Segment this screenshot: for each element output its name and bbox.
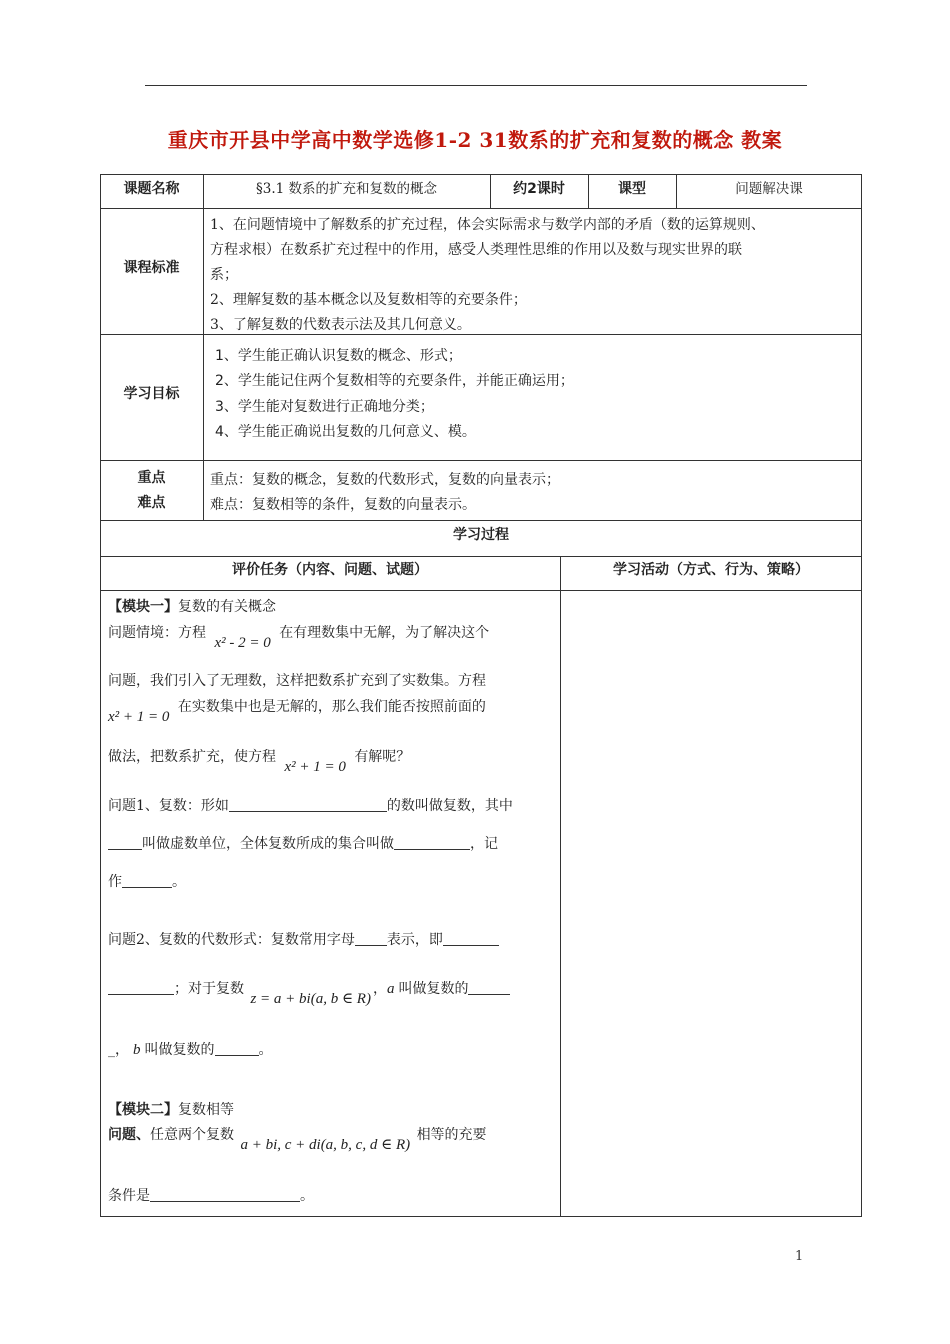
standards-line-3: 系； — [210, 267, 238, 283]
module1-intro-line2: 问题，我们引入了无理数，这样把数系扩充到了实数集。方程 — [108, 673, 486, 689]
blank-equality-condition[interactable] — [150, 1187, 300, 1202]
blank-imaginary-part[interactable] — [215, 1041, 259, 1056]
standards-line-5: 3、了解复数的代数表示法及其几何意义。 — [210, 317, 471, 333]
module2-question-line2: 条件是 。 — [108, 1188, 314, 1204]
document-title: 重庆市开县中学高中数学选修1-2 31数系的扩充和复数的概念 教案 — [167, 128, 783, 152]
label-goals: 学习目标 — [123, 386, 180, 402]
blank-form-1[interactable] — [443, 931, 499, 946]
blank-letter[interactable] — [355, 931, 387, 946]
question1-line3: 作 。 — [108, 874, 186, 890]
equation-2: x² + 1 = 0 — [108, 709, 170, 725]
page-number: 1 — [795, 1249, 804, 1264]
label-topic: 课题名称 — [123, 181, 180, 197]
question1-line2: 叫做虚数单位，全体复数所成的集合叫做 ，记 — [108, 833, 498, 853]
question2-line3: _， b 叫做复数的 。 — [108, 1042, 273, 1058]
question2-line1: 问题2、复数的代数形式：复数常用字母 表示，即 — [108, 929, 499, 949]
equation-3: x² + 1 = 0 — [284, 759, 346, 775]
col-tasks-header: 评价任务（内容、问题、试题） — [232, 562, 428, 578]
header-rule — [145, 85, 807, 86]
question1-line1: 问题1、复数：形如 的数叫做复数，其中 — [108, 798, 513, 814]
standards-line-1: 1、在问题情境中了解数系的扩充过程，体会实际需求与数学内部的矛盾（数的运算规则、 — [210, 217, 765, 233]
module2-heading: 【模块二】复数相等 — [108, 1102, 234, 1118]
equation-5: a + bi, c + di(a, b, c, d ∈ R) — [240, 1137, 411, 1153]
standards-line-4: 2、理解复数的基本概念以及复数相等的充要条件； — [210, 292, 527, 308]
blank-form-2[interactable] — [108, 980, 174, 995]
module1-heading: 【模块一】复数的有关概念 — [108, 599, 276, 615]
topic-value: §3.1 数系的扩充和复数的概念 — [255, 181, 437, 197]
module1-intro-line4: 做法，把数系扩充，使方程 x² + 1 = 0 有解呢？ — [108, 749, 411, 775]
label-standards: 课程标准 — [123, 260, 180, 276]
key-points-line: 重点：复数的概念，复数的代数形式，复数的向量表示； — [210, 472, 560, 488]
goals-line-3: 3、学生能对复数进行正确地分类； — [215, 399, 434, 415]
blank-real-part[interactable] — [468, 980, 510, 995]
label-type: 课型 — [618, 181, 646, 197]
difficult-points-line: 难点：复数相等的条件，复数的向量表示。 — [210, 497, 476, 513]
label-difficult: 难点 — [137, 495, 166, 511]
blank-complex-form[interactable] — [229, 797, 387, 812]
label-key: 重点 — [137, 470, 166, 486]
blank-notation[interactable] — [122, 873, 172, 888]
standards-line-2: 方程求根）在数系扩充过程中的作用，感受人类理性思维的作用以及数与现实世界的联 — [210, 242, 742, 258]
goals-line-4: 4、学生能正确说出复数的几何意义、模。 — [215, 424, 476, 440]
question2-line2: ；对于复数 z = a + bi(a, b ∈ R)，a 叫做复数的 — [108, 978, 510, 998]
equation-1: x² - 2 = 0 — [214, 635, 271, 651]
col-activities-header: 学习活动（方式、行为、策略） — [613, 562, 809, 578]
module1-intro-line3: x² + 1 = 0 在实数集中也是无解的，那么我们能否按照前面的 — [108, 699, 486, 725]
goals-line-2: 2、学生能记住两个复数相等的充要条件，并能正确运用； — [215, 373, 574, 389]
blank-complex-set[interactable] — [394, 835, 470, 850]
module1-intro-line1: 问题情境：方程 x² - 2 = 0 在有理数集中无解，为了解决这个 — [108, 625, 490, 651]
goals-line-1: 1、学生能正确认识复数的概念、形式； — [215, 348, 462, 364]
process-heading: 学习过程 — [453, 527, 509, 543]
type-value: 问题解决课 — [735, 181, 803, 197]
blank-imaginary-unit[interactable] — [108, 835, 142, 850]
module2-question-line1: 问题、任意两个复数 a + bi, c + di(a, b, c, d ∈ R) 相等的充要 — [108, 1127, 487, 1153]
equation-4: z = a + bi(a, b ∈ R) — [250, 991, 371, 1007]
hours-value: 约2课时 — [513, 181, 565, 197]
